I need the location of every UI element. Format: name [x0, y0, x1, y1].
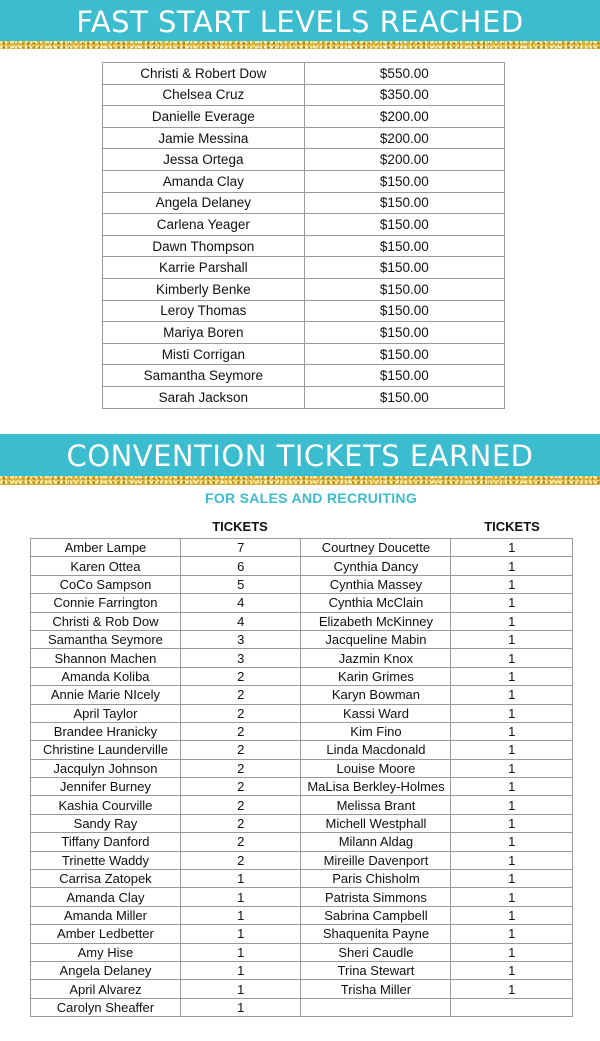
ticket-earner-name: Courtney Doucette: [301, 539, 451, 557]
ticket-earner-name: Trina Stewart: [301, 961, 451, 979]
ticket-count: 1: [180, 980, 301, 998]
table-row: [103, 300, 505, 322]
ticket-count: 1: [451, 833, 573, 851]
table-row: [31, 870, 573, 888]
ticket-count: 2: [180, 704, 301, 722]
table-row: [103, 214, 505, 236]
fast-start-amount: $350.00: [304, 84, 504, 106]
table-row: [31, 778, 573, 796]
ticket-earner-name: Amanda Clay: [31, 888, 181, 906]
ticket-count: 1: [180, 961, 301, 979]
ticket-earner-name: Samantha Seymore: [31, 630, 181, 648]
fast-start-amount: $150.00: [304, 386, 504, 408]
ticket-earner-name: Angela Delaney: [31, 961, 181, 979]
ticket-earner-name: Carolyn Sheaffer: [31, 998, 181, 1016]
table-row: [31, 961, 573, 979]
convention-title: CONVENTION TICKETS EARNED: [66, 439, 534, 473]
ticket-earner-name: CoCo Sampson: [31, 575, 181, 593]
ticket-earner-name: Sheri Caudle: [301, 943, 451, 961]
convention-subtitle: FOR SALES AND RECRUITING: [204, 490, 418, 506]
table-row: [31, 612, 573, 630]
fast-start-name: Chelsea Cruz: [103, 84, 305, 106]
ticket-count: 1: [451, 557, 573, 575]
ticket-count: 1: [180, 998, 301, 1016]
ticket-count: 1: [451, 704, 573, 722]
ticket-earner-name: MaLisa Berkley-Holmes: [301, 778, 451, 796]
gold-glitter-strip: [0, 476, 600, 485]
ticket-count: 4: [180, 612, 301, 630]
ticket-count: 1: [451, 980, 573, 998]
fast-start-amount: $200.00: [304, 149, 504, 171]
ticket-earner-name: Karen Ottea: [31, 557, 181, 575]
fast-start-amount: $550.00: [304, 63, 504, 85]
ticket-count: 2: [180, 722, 301, 740]
table-row: [31, 539, 573, 557]
fast-start-name: Jamie Messina: [103, 127, 305, 149]
fast-start-name: Karrie Parshall: [103, 257, 305, 279]
table-row: [31, 722, 573, 740]
table-row: [31, 704, 573, 722]
fast-start-name: Christi & Robert Dow: [103, 63, 305, 85]
ticket-count: 2: [180, 796, 301, 814]
ticket-earner-name: April Alvarez: [31, 980, 181, 998]
ticket-earner-name: Shaquenita Payne: [301, 925, 451, 943]
table-row: [103, 106, 505, 128]
ticket-earner-name: Brandee Hranicky: [31, 722, 181, 740]
ticket-count: 1: [451, 539, 573, 557]
ticket-earner-name: Kassi Ward: [301, 704, 451, 722]
ticket-earner-name: Connie Farrington: [31, 594, 181, 612]
ticket-count: 2: [180, 814, 301, 832]
ticket-count: 1: [451, 925, 573, 943]
ticket-earner-name: Karin Grimes: [301, 667, 451, 685]
ticket-count: 1: [180, 888, 301, 906]
fast-start-name: Danielle Everage: [103, 106, 305, 128]
table-row: [103, 84, 505, 106]
fast-start-amount: $150.00: [304, 365, 504, 387]
ticket-earner-name: Tiffany Danford: [31, 833, 181, 851]
ticket-count: 1: [451, 851, 573, 869]
ticket-earner-name: Linda Macdonald: [301, 741, 451, 759]
fast-start-name: Angela Delaney: [103, 192, 305, 214]
table-row: [31, 686, 573, 704]
ticket-earner-name: Amanda Miller: [31, 906, 181, 924]
ticket-earner-name: Shannon Machen: [31, 649, 181, 667]
ticket-count: 1: [180, 906, 301, 924]
ticket-earner-name: Annie Marie NIcely: [31, 686, 181, 704]
fast-start-name: Samantha Seymore: [103, 365, 305, 387]
ticket-earner-name: Jacqueline Mabin: [301, 630, 451, 648]
table-row: [31, 888, 573, 906]
ticket-count: 1: [451, 649, 573, 667]
ticket-count: 1: [451, 906, 573, 924]
ticket-earner-name: Amber Lampe: [31, 539, 181, 557]
tickets-header-right: TICKETS: [484, 519, 540, 534]
ticket-count: 1: [180, 870, 301, 888]
table-row: [31, 943, 573, 961]
ticket-earner-name: Kashia Courville: [31, 796, 181, 814]
ticket-earner-name: Melissa Brant: [301, 796, 451, 814]
table-row: [31, 814, 573, 832]
ticket-count: 2: [180, 667, 301, 685]
table-row: [31, 833, 573, 851]
ticket-earner-name: Trinette Waddy: [31, 851, 181, 869]
ticket-count: 1: [451, 686, 573, 704]
table-row: [31, 575, 573, 593]
table-row: [31, 594, 573, 612]
fast-start-name: Dawn Thompson: [103, 235, 305, 257]
ticket-earner-name: Amy Hise: [31, 943, 181, 961]
ticket-count: 1: [451, 741, 573, 759]
table-row: [103, 149, 505, 171]
ticket-earner-name: Carrisa Zatopek: [31, 870, 181, 888]
ticket-earner-name: Cynthia Dancy: [301, 557, 451, 575]
ticket-earner-name: Paris Chisholm: [301, 870, 451, 888]
fast-start-name: Misti Corrigan: [103, 343, 305, 365]
ticket-count: 1: [451, 814, 573, 832]
table-row: [31, 649, 573, 667]
fast-start-amount: $150.00: [304, 170, 504, 192]
convention-tickets-table: [30, 538, 573, 1017]
fast-start-name: Mariya Boren: [103, 322, 305, 344]
ticket-earner-name: Christi & Rob Dow: [31, 612, 181, 630]
ticket-count: 1: [180, 943, 301, 961]
table-row: [31, 759, 573, 777]
fast-start-amount: $150.00: [304, 192, 504, 214]
fast-start-table: [102, 62, 505, 409]
ticket-earner-name: Elizabeth McKinney: [301, 612, 451, 630]
ticket-count: 6: [180, 557, 301, 575]
ticket-count: 1: [451, 961, 573, 979]
table-row: [103, 257, 505, 279]
fast-start-title: FAST START LEVELS REACHED: [76, 5, 524, 39]
ticket-count: [451, 998, 573, 1016]
ticket-count: 1: [451, 870, 573, 888]
fast-start-name: Amanda Clay: [103, 170, 305, 192]
table-row: [103, 386, 505, 408]
ticket-count: 1: [451, 759, 573, 777]
fast-start-table-body: [103, 63, 505, 409]
ticket-count: 1: [451, 630, 573, 648]
fast-start-name: Carlena Yeager: [103, 214, 305, 236]
ticket-count: 5: [180, 575, 301, 593]
ticket-earner-name: Cynthia Massey: [301, 575, 451, 593]
ticket-count: 3: [180, 630, 301, 648]
table-row: [31, 796, 573, 814]
ticket-count: 4: [180, 594, 301, 612]
ticket-count: 2: [180, 833, 301, 851]
fast-start-amount: $200.00: [304, 106, 504, 128]
table-row: [103, 365, 505, 387]
ticket-earner-name: [301, 998, 451, 1016]
fast-start-name: Sarah Jackson: [103, 386, 305, 408]
table-row: [31, 980, 573, 998]
fast-start-amount: $150.00: [304, 343, 504, 365]
ticket-count: 1: [451, 575, 573, 593]
ticket-earner-name: Sandy Ray: [31, 814, 181, 832]
ticket-count: 1: [451, 667, 573, 685]
ticket-earner-name: Amber Ledbetter: [31, 925, 181, 943]
fast-start-name: Kimberly Benke: [103, 278, 305, 300]
ticket-count: 7: [180, 539, 301, 557]
table-row: [31, 998, 573, 1016]
ticket-earner-name: Sabrina Campbell: [301, 906, 451, 924]
ticket-count: 1: [451, 943, 573, 961]
ticket-count: 2: [180, 741, 301, 759]
table-row: [103, 127, 505, 149]
ticket-count: 1: [451, 796, 573, 814]
table-row: [31, 741, 573, 759]
ticket-earner-name: Cynthia McClain: [301, 594, 451, 612]
fast-start-amount: $200.00: [304, 127, 504, 149]
table-row: [103, 322, 505, 344]
table-row: [103, 278, 505, 300]
ticket-earner-name: Patrista Simmons: [301, 888, 451, 906]
ticket-earner-name: April Taylor: [31, 704, 181, 722]
fast-start-name: Jessa Ortega: [103, 149, 305, 171]
fast-start-amount: $150.00: [304, 300, 504, 322]
fast-start-name: Leroy Thomas: [103, 300, 305, 322]
table-row: [103, 235, 505, 257]
fast-start-amount: $150.00: [304, 235, 504, 257]
table-row: [103, 170, 505, 192]
fast-start-amount: $150.00: [304, 214, 504, 236]
ticket-count: 2: [180, 686, 301, 704]
ticket-count: 1: [451, 722, 573, 740]
ticket-earner-name: Milann Aldag: [301, 833, 451, 851]
ticket-earner-name: Kim Fino: [301, 722, 451, 740]
convention-tickets-table-body: [31, 539, 573, 1017]
ticket-count: 3: [180, 649, 301, 667]
table-row: [31, 630, 573, 648]
ticket-count: 1: [451, 778, 573, 796]
ticket-earner-name: Louise Moore: [301, 759, 451, 777]
ticket-earner-name: Trisha Miller: [301, 980, 451, 998]
table-row: [31, 557, 573, 575]
ticket-earner-name: Jennifer Burney: [31, 778, 181, 796]
ticket-count: 2: [180, 851, 301, 869]
fast-start-amount: $150.00: [304, 278, 504, 300]
table-row: [31, 851, 573, 869]
fast-start-amount: $150.00: [304, 322, 504, 344]
table-row: [103, 63, 505, 85]
tickets-header-left: TICKETS: [212, 519, 268, 534]
ticket-earner-name: Amanda Koliba: [31, 667, 181, 685]
ticket-count: 1: [451, 888, 573, 906]
ticket-count: 1: [180, 925, 301, 943]
ticket-count: 1: [451, 594, 573, 612]
table-row: [31, 906, 573, 924]
ticket-earner-name: Mireille Davenport: [301, 851, 451, 869]
ticket-earner-name: Karyn Bowman: [301, 686, 451, 704]
ticket-count: 1: [451, 612, 573, 630]
ticket-earner-name: Jacqulyn Johnson: [31, 759, 181, 777]
table-row: [31, 667, 573, 685]
ticket-earner-name: Michell Westphall: [301, 814, 451, 832]
ticket-earner-name: Christine Launderville: [31, 741, 181, 759]
fast-start-amount: $150.00: [304, 257, 504, 279]
table-row: [103, 343, 505, 365]
ticket-count: 2: [180, 778, 301, 796]
ticket-count: 2: [180, 759, 301, 777]
gold-glitter-strip: [0, 41, 600, 49]
ticket-earner-name: Jazmin Knox: [301, 649, 451, 667]
table-row: [103, 192, 505, 214]
table-row: [31, 925, 573, 943]
